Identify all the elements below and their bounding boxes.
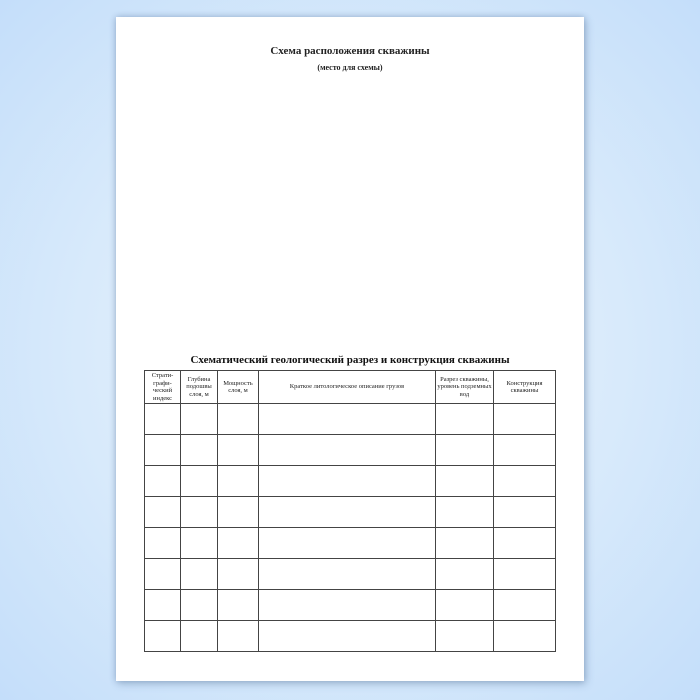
table-cell: [181, 621, 218, 652]
table-cell: [259, 435, 436, 466]
column-header-stratigraphic-index: Страти-графи-ческий индекс: [145, 371, 181, 404]
table-cell: [436, 497, 494, 528]
column-header-lithology-description: Краткое литологическое описание грузов: [259, 371, 436, 404]
table-cell: [145, 497, 181, 528]
table-row: [145, 497, 556, 528]
table-row: [145, 435, 556, 466]
table-cell: [259, 590, 436, 621]
table-cell: [218, 497, 259, 528]
table-cell: [494, 528, 556, 559]
table-row: [145, 404, 556, 435]
section-title: Схематический геологический разрез и конструкция скважины: [190, 354, 510, 366]
table-cell: [494, 559, 556, 590]
table-cell: [181, 404, 218, 435]
table-cell: [145, 590, 181, 621]
table-row: [145, 590, 556, 621]
table-cell: [259, 559, 436, 590]
document-page: [116, 17, 584, 681]
table-row: [145, 528, 556, 559]
table-cell: [145, 559, 181, 590]
scheme-title: Схема расположения скважины: [270, 45, 430, 57]
table-cell: [494, 404, 556, 435]
table-cell: [436, 559, 494, 590]
table-cell: [218, 621, 259, 652]
table-cell: [145, 404, 181, 435]
table-cell: [494, 435, 556, 466]
scheme-placeholder-note: (место для схемы): [317, 63, 383, 72]
table-cell: [181, 466, 218, 497]
table-cell: [494, 590, 556, 621]
table-cell: [181, 590, 218, 621]
table-cell: [436, 528, 494, 559]
table-cell: [436, 590, 494, 621]
table-cell: [218, 404, 259, 435]
table-cell: [145, 466, 181, 497]
table-row: [145, 621, 556, 652]
table-cell: [259, 497, 436, 528]
table-cell: [218, 528, 259, 559]
table-cell: [218, 559, 259, 590]
table-cell: [259, 528, 436, 559]
table-header-row: [145, 371, 556, 404]
table-cell: [494, 466, 556, 497]
table-cell: [181, 528, 218, 559]
table-cell: [494, 497, 556, 528]
table-cell: [436, 435, 494, 466]
table-cell: [181, 435, 218, 466]
table-cell: [436, 621, 494, 652]
table-cell: [145, 621, 181, 652]
table-row: [145, 466, 556, 497]
table-cell: [436, 466, 494, 497]
table-cell: [259, 621, 436, 652]
column-header-layer-thickness: Мощность слоя, м: [218, 371, 259, 404]
table-cell: [145, 528, 181, 559]
column-header-layer-bottom-depth: Глубина подошвы слоя, м: [181, 371, 218, 404]
table-cell: [436, 404, 494, 435]
table-cell: [218, 466, 259, 497]
table-cell: [181, 497, 218, 528]
table-row: [145, 559, 556, 590]
column-header-well-section-groundwater: Разрез скважины, уровень подземных вод: [436, 371, 494, 404]
table-cell: [259, 466, 436, 497]
table-cell: [494, 621, 556, 652]
table-cell: [218, 435, 259, 466]
table-cell: [218, 590, 259, 621]
column-header-well-construction: Конструкция скважины: [494, 371, 556, 404]
table-cell: [259, 404, 436, 435]
geological-log-table: [144, 370, 556, 652]
table-cell: [145, 435, 181, 466]
table-cell: [181, 559, 218, 590]
